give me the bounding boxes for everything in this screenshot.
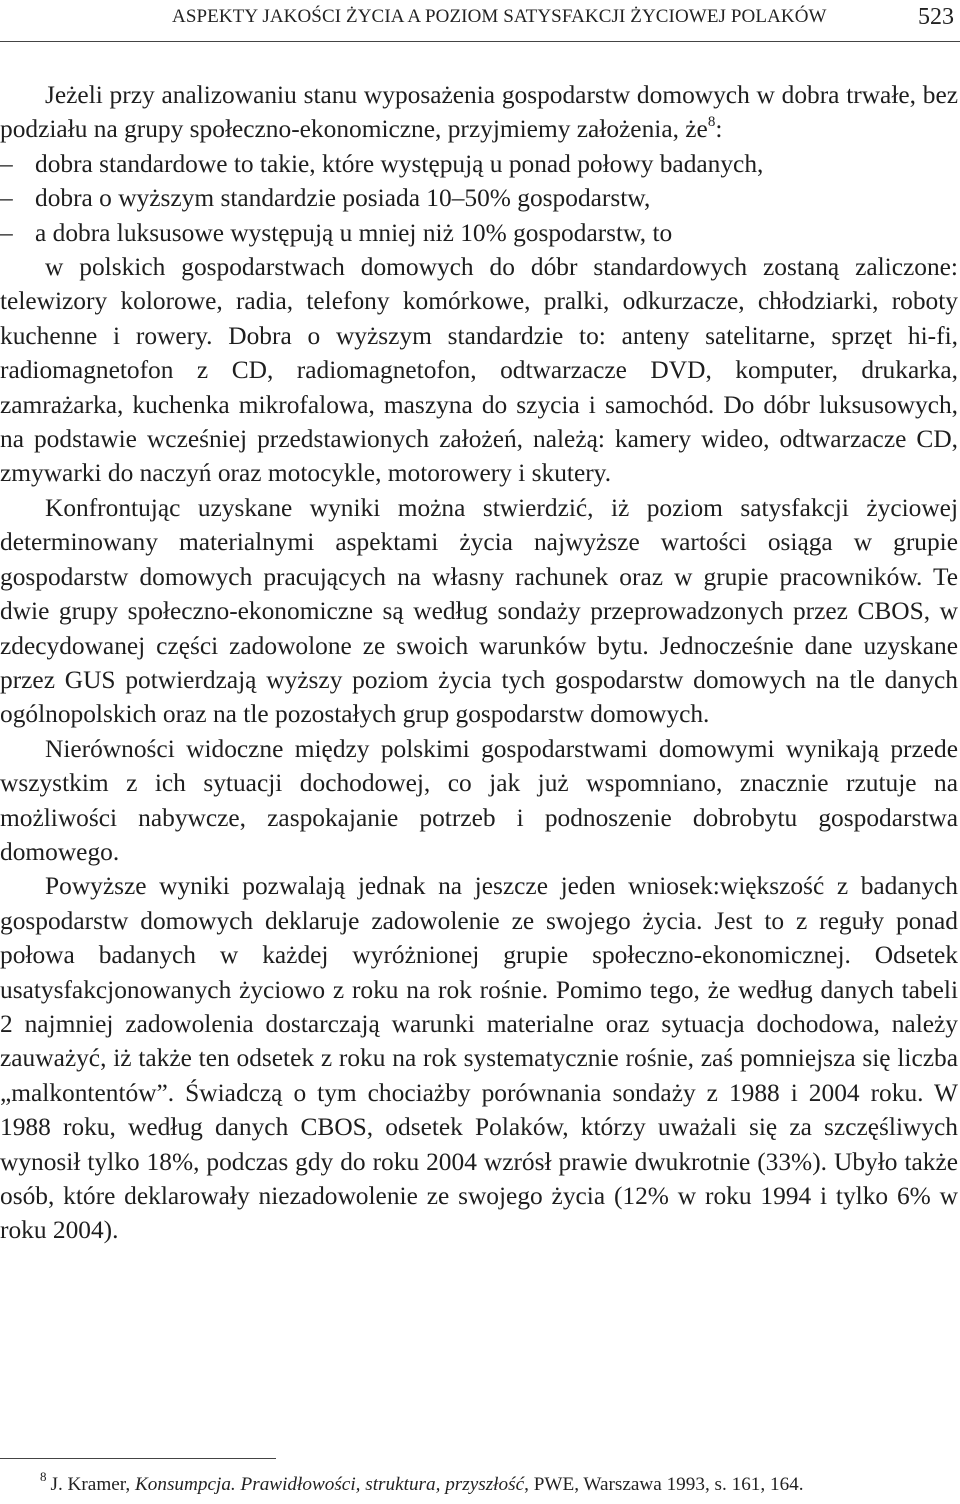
footnote-title: Konsumpcja. Prawidłowości, struktura, przyszłość — [134, 1474, 525, 1495]
dash-marker: – — [0, 149, 13, 178]
assumption-text: dobra o wyższym standardzie posiada 10–50% gospodarstw, — [35, 184, 651, 213]
header-rule — [0, 41, 960, 42]
dash-marker: – — [0, 218, 13, 247]
assumption-text: a dobra luksusowe występują u mniej niż 10% gospodarstw, to — [35, 218, 673, 247]
body-text — [0, 78, 958, 1248]
running-title: ASPEKTY JAKOŚCI ŻYCIA A POZIOM SATYSFAKCJI ŻYCIOWEJ POLAKÓW — [172, 6, 827, 27]
footnote-reference[interactable]: 8 — [707, 114, 716, 131]
paragraph-satisfaction: Konfrontując uzyskane wyniki można stwierdzić, iż poziom satysfakcji życiowej determinowany materialnymi aspektami życia najwyższe wartości osiąga w grupie gospodarstw domowych pracujących na własny rachunek oraz w grupie pracowników. Te dwie grupy społeczno-ekonomiczne są według sondaży przeprowadzonych przez CBOS, w zdecydowanej części zadowolone ze swoich warunków bytu. Jednocześnie dane uzyskane przez GUS potwierdzają wyższy poziom życia tych gospodarstw domowych na tle danych ogólnopolskich oraz na tle pozostałych grup gospodarstw domowych. — [0, 493, 958, 729]
page-header — [0, 0, 960, 42]
continuation-paragraph: w polskich gospodarstwach domowych do dóbr standardowych zostaną zaliczone: telewizory kolorowe, radia, telefony komórkowe, pralki, odkurzacze, chłodziarki, roboty kuchenne i rowery. Dobra o wyższym standardzie to: anteny satelitarne, sprzęt hi-fi, radiomagnetofon z CD, radiomagnetofon, odtwarzacze DVD, komputer, drukarka, zamrażarka, kuchenka mikrofalowa, maszyna do szycia i samochód. Do dóbr luksusowych, na podstawie wcześniej przedstawionych założeń, należą: kamery wideo, odtwarzacze CD, zmywarki do naczyń oraz motocykle, motorowery i skutery. — [0, 253, 958, 488]
footnote-author: J. Kramer, — [50, 1474, 131, 1495]
assumption-text: dobra standardowe to takie, które występują u ponad połowy badanych, — [35, 149, 764, 178]
paragraph-conclusion: Powyższe wyniki pozwalają jednak na jeszcze jeden wniosek:większość z badanych gospodarstw domowych deklaruje zadowolenie ze swojego życia. Jest to z reguły ponad połowa badanych w każdej wyróżnionej grupie społeczno-ekonomicznej. Odsetek usatysfakcjonowanych życiowo z roku na rok rośnie. Pomimo tego, że według danych tabeli 2 najmniej zadowolenia dostarczają warunki materialne oraz sytuacja dochodowa, należy zauważyć, iż także ten odsetek z roku na rok systematycznie rośnie, zaś pomniejsza się liczba „malkontentów”. Świadczą o tym chociażby porównania sondaży z 1988 i 2004 roku. W 1988 roku, według danych CBOS, odsetek Polaków, którzy uważali się za szczęśliwych wynosił tylko 18%, podczas gdy do roku 2004 wzrósł prawie dwukrotnie (33%). Ubyło także osób, które deklarowały niezadowolenie ze swojego życia (12% w roku 1994 i tylko 6% w roku 2004). — [0, 872, 958, 1245]
assumption-item — [0, 181, 958, 215]
assumption-item — [0, 147, 958, 181]
dash-marker: – — [0, 184, 13, 213]
footnote-publication: , PWE, Warszawa 1993, s. 161, 164. — [524, 1474, 804, 1495]
assumption-item — [0, 216, 958, 250]
paragraph-inequality: Nierówności widoczne między polskimi gospodarstwami domowymi wynikają przede wszystkim z ich sytuacji dochodowej, co jak już wspomniano, znacznie rzutuje na możliwości nabywcze, zaspokajanie potrzeb i podnoszenie dobrobytu gospodarstwa domowego. — [0, 734, 958, 866]
footnote-number: 8 — [40, 1469, 47, 1484]
page-number: 523 — [918, 4, 954, 30]
intro-text: Jeżeli przy analizowaniu stanu wyposażenia gospodarstw domowych w dobra trwałe, bez podziału na grupy społeczno-ekonomiczne, przyjmiemy założenia, że — [0, 81, 958, 144]
footnote — [40, 1469, 804, 1496]
footnote-rule — [0, 1458, 276, 1459]
intro-colon: : — [715, 115, 723, 144]
intro-paragraph — [0, 78, 958, 147]
